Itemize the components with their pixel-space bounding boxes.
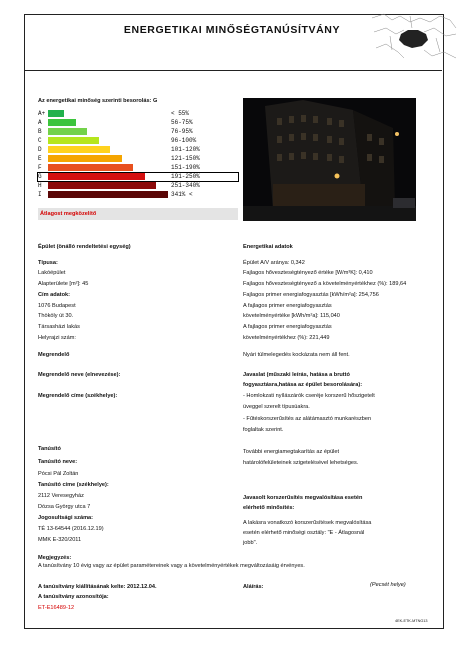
recommended-text: jobb". [243, 540, 258, 546]
certifier-address-line1: 2112 Veresegyház [38, 493, 84, 499]
building-photo [243, 98, 416, 221]
hungary-map-icon [370, 8, 458, 66]
rating-heading: Az energetikai minőség szerinti besorolás: G [38, 98, 158, 104]
rating-bar-c [48, 137, 99, 144]
building-type-label: Típusa: [38, 260, 58, 266]
rating-range: 96-100% [171, 137, 197, 144]
rating-class-label: F [38, 164, 42, 171]
energy-line: A fajlagos primer energiafogyasztás [243, 324, 332, 330]
building-area: Alapterülete [m²]: 45 [38, 281, 89, 287]
proposal-heading: Javaslat (műszaki leírás, hatása a bruttó [243, 372, 350, 378]
rating-range: 76-95% [171, 128, 193, 135]
signature-label: Aláírás: [243, 584, 264, 590]
rating-range: 251-340% [171, 182, 200, 189]
license-label: Jogosultsági száma: [38, 515, 94, 521]
rating-range: < 55% [171, 110, 190, 117]
proposal-heading: fogyasztásra,hatása az épület besorolására): [243, 382, 363, 388]
proposal-extra: határolófelületeinek szigetelésével lehetséges. [243, 460, 359, 466]
license-number: TÉ 13-64544 (2016.12.19) [38, 526, 104, 532]
proposal-item: foglaltak szerint. [243, 427, 284, 433]
certifier-name-label: Tanúsító neve: [38, 459, 78, 465]
energy-line: követelményértéke [kWh/m²a]: 115,040 [243, 313, 340, 319]
rating-bar-f [48, 164, 133, 171]
parcel-label: Helyrajzi szám: [38, 335, 76, 341]
rating-class-label: G [38, 173, 42, 180]
certificate-id: ET-E16489-12 [38, 605, 75, 611]
client-address-label: Megrendelő címe (székhelye): [38, 393, 118, 399]
recommended-heading: Javasolt korszerűsítés megvalósítása esetén [243, 495, 363, 501]
rating-range: 56-75% [171, 119, 193, 126]
rating-class-label: A [38, 119, 42, 126]
certifier-address-label: Tanúsító címe (székhelye): [38, 482, 109, 488]
header-divider [24, 70, 442, 71]
certifier-address-line2: Dózsa György utca 7 [38, 504, 91, 510]
page-title: ENERGETIKAI MINŐSÉGTANÚSÍTVÁNY [123, 24, 341, 36]
issue-date: A tanúsítvány kiállításának kelte: 2012.12.04. [38, 584, 157, 590]
certifier-heading: Tanúsító [38, 446, 61, 452]
client-heading: Megrendelő [38, 352, 70, 358]
energy-line: követelményértékhez (%): 221,449 [243, 335, 330, 341]
rating-bar-e [48, 155, 122, 162]
energy-line: Épület A/V aránya: 0,342 [243, 260, 305, 266]
rating-range: 101-120% [171, 146, 200, 153]
document-code: 4EK-ETK-MTNG13 [395, 619, 428, 623]
rating-class-label: B [38, 128, 42, 135]
rating-bar-h [48, 182, 156, 189]
notes-text: A tanúsítvány 10 évig vagy az épület paramétereinek vagy a követelményértékek megváltozásáig érvényes. [38, 563, 305, 569]
notes-heading: Megjegyzés: [38, 555, 72, 561]
rating-class-label: D [38, 146, 42, 153]
energy-line: Fajlagos primer energiafogyasztás [kWh/m²a]: 254,756 [243, 292, 379, 298]
energy-line: Fajlagos hőveszteségtényező a követelményértékhez (%): 189,64 [243, 281, 407, 287]
proposal-item: - Homlokzati nyílászárók cseréje korszerű hőszigetelt [243, 393, 375, 399]
rating-class-label: E [38, 155, 42, 162]
summer-overheating-note: Nyári túlmelegedés kockázata nem áll fent. [243, 352, 350, 358]
recommended-heading: elérhető minősítés: [243, 505, 295, 511]
client-name-label: Megrendelő neve (elnevezése): [38, 372, 121, 378]
recommended-text: A lakásra vonatkozó korszerűsítések megvalósítása [243, 520, 372, 526]
address-line2: Thököly út 30. [38, 313, 74, 319]
rating-range: 121-150% [171, 155, 200, 162]
rating-class-label: H [38, 182, 42, 189]
rating-bar-aplus [48, 110, 64, 117]
license-number: MMK E-320/2011 [38, 537, 82, 543]
rating-verdict: Átlagost megközelítő [40, 211, 97, 217]
rating-bar-a [48, 119, 76, 126]
certificate-id-label: A tanúsítvány azonosítója: [38, 594, 109, 600]
proposal-item: - Fűtéskorszerűsítés az alátámasztó munkarészben [243, 416, 372, 422]
building-heading: Épület (önálló rendeltetési egység) [38, 244, 131, 250]
energy-line: A fajlagos primer energiafogyasztás [243, 303, 332, 309]
rating-bar-i [48, 191, 168, 198]
energy-heading: Energetikai adatok [243, 244, 293, 250]
current-rating-marker [37, 172, 239, 182]
address-line1: 1076 Budapest [38, 303, 76, 309]
rating-range: 341% < [171, 191, 193, 198]
seal-placeholder: (Pecsét helye) [370, 582, 406, 588]
rating-class-label: A+ [38, 110, 46, 117]
rating-range: 191-250% [171, 173, 200, 180]
recommended-text: esetén elérhető minőségi osztály: "E - Átlagosnál [243, 530, 365, 536]
proposal-extra: További energiamegtakarítás az épület [243, 449, 340, 455]
rating-class-label: C [38, 137, 42, 144]
building-subtype: Társasházi lakás [38, 324, 80, 330]
proposal-item: üveggel szerelt típusúakra. [243, 404, 310, 410]
rating-range: 151-190% [171, 164, 200, 171]
rating-class-label: I [38, 191, 42, 198]
address-label: Cím adatok: [38, 292, 71, 298]
rating-bar-d [48, 146, 110, 153]
energy-line: Fajlagos hőveszteségtényező értéke [W/m³K]: 0,410 [243, 270, 373, 276]
certifier-name: Pócsi Pál Zoltán [38, 471, 79, 477]
building-type-value: Lakóépület [38, 270, 66, 276]
rating-bar-b [48, 128, 87, 135]
